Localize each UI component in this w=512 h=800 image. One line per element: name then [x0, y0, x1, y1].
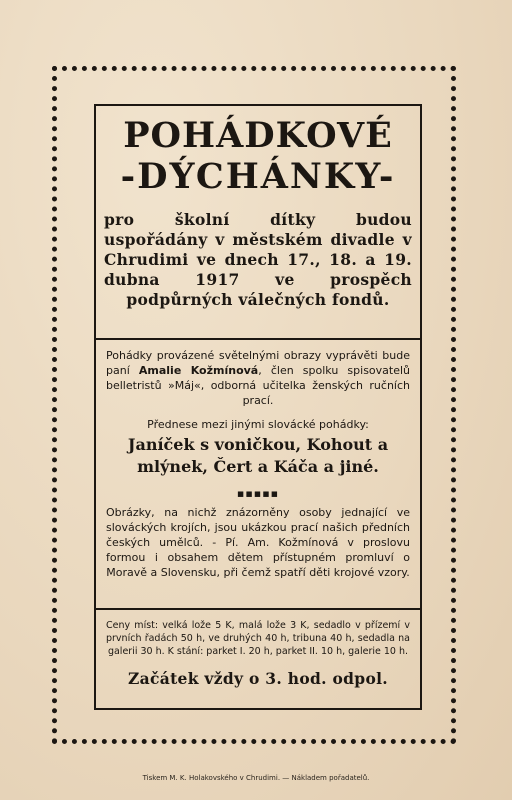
tales-list: Janíček s voničkou, Kohout a mlýnek, Čert a Káča a jiné.	[127, 435, 389, 476]
pictures-paragraph: Obrázky, na nichž znázorněny osoby jednající ve slováckých krojích, jsou ukázkou prací našich předních českých umělců. - Pí. Am. Kožmínová v proslovu formou i obsahem dětem přístupném promluví o Moravě a Slovensku, při čemž spatří děti krojové vzory.	[106, 506, 410, 579]
section-divider	[96, 608, 420, 610]
narrator-name: Amalie Kožmínová	[138, 364, 259, 377]
section-divider	[96, 338, 420, 340]
program-section	[96, 342, 420, 608]
header-section	[96, 106, 420, 338]
poster-title-line2: -DÝCHÁNKY-	[120, 156, 396, 197]
lead-paragraph: pro školní dítky budou uspořádány v městském divadle v Chrudimi ve dnech 17., 18. a 19. dubna 1917 ve prospěch podpůrných válečných fondů.	[104, 210, 412, 309]
separator-ornament: ▪▪▪▪▪	[236, 487, 280, 500]
tales-intro: Přednese mezi jinými slovácké pohádky:	[147, 418, 369, 431]
start-time: Začátek vždy o 3. hod. odpol.	[128, 669, 388, 688]
prices-section	[96, 612, 420, 710]
poster-title-line1: POHÁDKOVÉ	[123, 115, 393, 156]
printer-imprint: Tiskem M. K. Holakovského v Chrudimi. — Nákladem pořadatelů.	[142, 774, 370, 782]
narrator-text-start: Pohádky provázené světelnými obrazy vyprávěti bude paní	[106, 349, 410, 377]
poster-frame	[94, 104, 422, 710]
narrator-paragraph	[106, 348, 410, 408]
ticket-prices: Ceny míst: velká lože 5 K, malá lože 3 K, sedadlo v přízemí v prvních řadách 50 h, ve druhých 40 h, tribuna 40 h, sedadla na galerii 30 h. K stání: parket I. 20 h, parket II. 10 h, galerie 10 h.	[106, 620, 410, 657]
narrator-text-end: , člen spolku spisovatelů belletristů »Máj«, odborná učitelka ženských ručních prací.	[106, 364, 411, 407]
